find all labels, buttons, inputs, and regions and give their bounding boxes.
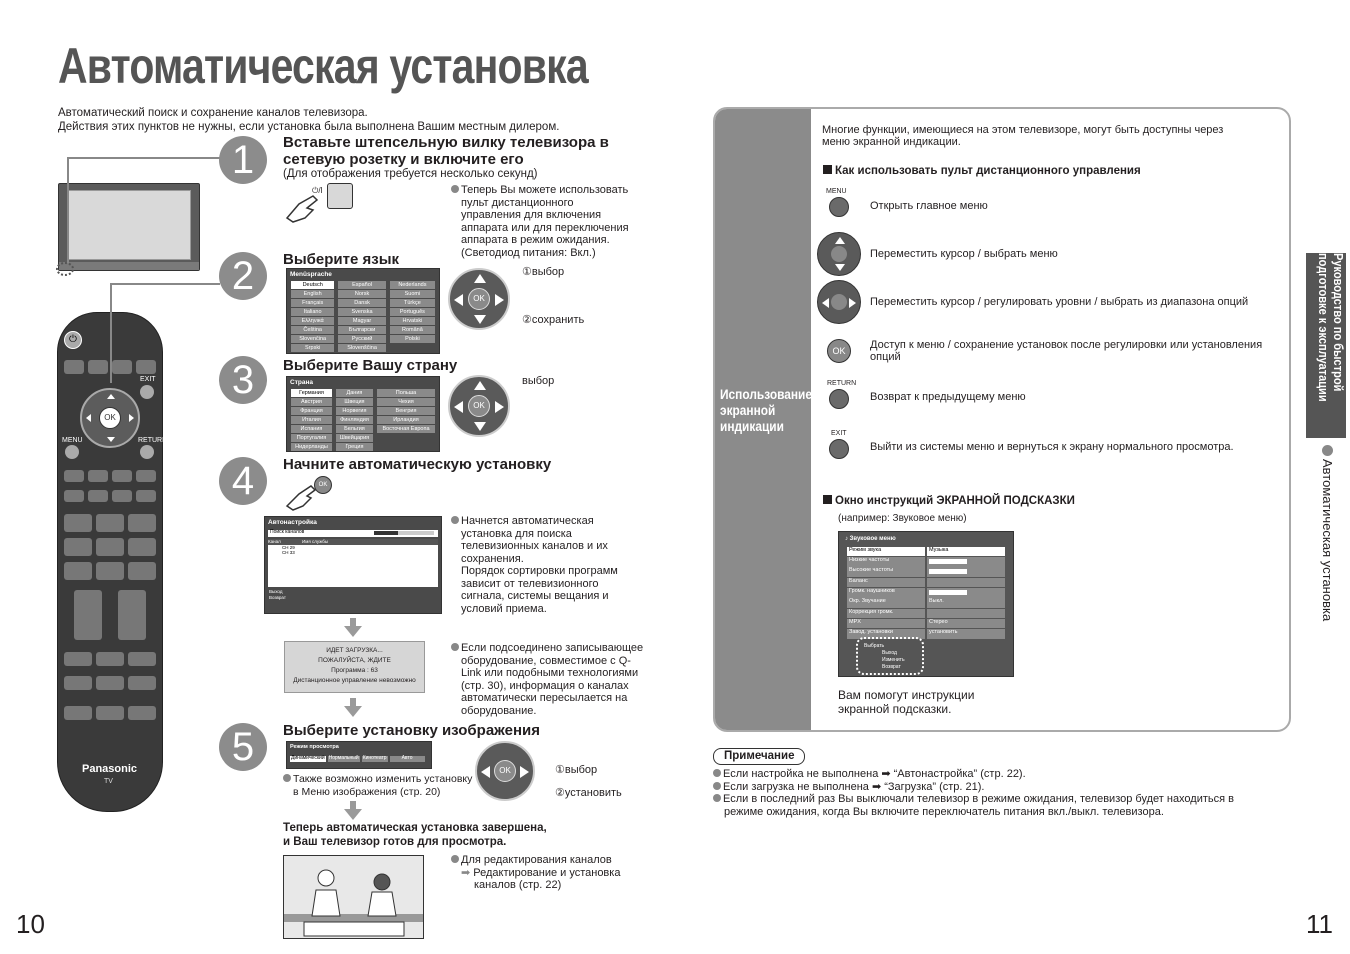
language-option[interactable]: Português <box>390 308 435 316</box>
panel-side-label: Использование экранной индикации <box>720 386 812 434</box>
remote-key[interactable] <box>64 470 84 482</box>
language-option[interactable]: Español <box>338 281 385 289</box>
ok-icon: OK <box>494 760 516 782</box>
step-5-note: Также возможно изменить установку в Меню изображения (стр. 20) <box>283 773 472 798</box>
remote-key[interactable] <box>96 538 124 556</box>
country-option[interactable]: Нидерланды <box>291 443 332 451</box>
country-option[interactable]: Норвегия <box>336 407 373 415</box>
progress-bar <box>374 531 434 535</box>
country-menu-osd: Страна Германия Дания Польша Австрия Швеция Чехия Франция Норвегия Венгрия Италия Финляндия Ирландия Испания Бельгия Восточная Европа Португалия Швейцария Нидерланды Греция <box>286 376 440 452</box>
language-option[interactable]: Nederlands <box>390 281 435 289</box>
help-caption: Вам помогут инструкции экранной подсказки. <box>838 688 975 716</box>
intro-text: Автоматический поиск и сохранение каналов телевизора. Действия этих пунктов не нужны, если установка была выполнена Вашим местным дилером. <box>58 107 560 133</box>
remote-key[interactable] <box>96 562 124 580</box>
remote-key[interactable] <box>128 538 156 556</box>
remote-key[interactable] <box>64 562 92 580</box>
remote-tv-label: TV <box>104 778 113 785</box>
sound-row[interactable]: MPX Стерео <box>847 619 1005 629</box>
remote-key[interactable] <box>128 562 156 580</box>
language-option[interactable]: Čeština <box>291 326 334 334</box>
country-option[interactable]: Чехия <box>377 398 435 406</box>
sound-row[interactable]: Коррекция громк. <box>847 609 1005 619</box>
exit-description: Выйти из системы меню и вернуться к экрану нормального просмотра. <box>870 441 1234 453</box>
arrow-right-icon <box>495 401 504 413</box>
step-1-heading: Вставьте штепсельную вилку телевизора в сетевую розетку и включите его <box>283 134 609 168</box>
arrow-left-icon <box>454 401 463 413</box>
language-option[interactable]: Deutsch <box>291 281 334 289</box>
sound-row[interactable]: Высокие частоты <box>847 567 1005 577</box>
remote-key[interactable] <box>128 514 156 532</box>
sound-row[interactable]: Завод. установки установить <box>847 629 1005 639</box>
edit-note: Для редактирования каналов ➡ Редактирование и установка каналов (стр. 22) <box>451 854 620 892</box>
power-button[interactable]: ⏻ <box>64 331 82 349</box>
step-3-nav-pad[interactable] <box>448 375 510 437</box>
language-option[interactable]: Română <box>390 326 435 334</box>
language-option[interactable]: Svenska <box>338 308 385 316</box>
arrow-right-icon <box>495 294 504 306</box>
sound-row[interactable]: Режим звука Музыка <box>847 547 1005 557</box>
language-option[interactable]: Türkçe <box>390 299 435 307</box>
sound-rows <box>839 547 1013 639</box>
viewing-mode-option[interactable]: Динамический <box>291 755 325 762</box>
sound-row[interactable]: Громк. наушников <box>847 588 1005 598</box>
page-number-right: 11 <box>1306 909 1333 939</box>
remote-key[interactable] <box>128 706 156 720</box>
viewing-mode-option[interactable]: Кинотеатр <box>362 755 387 762</box>
country-option[interactable]: Восточная Европа <box>377 425 435 433</box>
remote-key[interactable] <box>64 652 92 666</box>
remote-key[interactable] <box>136 470 156 482</box>
step-4-number: 4 <box>219 457 267 505</box>
country-option[interactable]: Дания <box>336 389 373 397</box>
remote-key[interactable] <box>64 490 84 502</box>
step-5-nav-pad[interactable] <box>475 741 535 801</box>
remote-key[interactable] <box>64 538 92 556</box>
help-hint-box: Выбрать Выход Изменить Возврат <box>856 637 924 675</box>
remote-key[interactable] <box>88 470 108 482</box>
exit-label: EXIT <box>140 376 156 383</box>
step-3-number: 3 <box>219 356 267 404</box>
final-text: Теперь автоматическая установка завершена, и Ваш телевизор готов для просмотра. <box>283 822 547 848</box>
power-switch-label: ⏻/I <box>312 186 323 195</box>
nav-updown-icon <box>817 232 861 276</box>
remote-key[interactable] <box>112 360 132 374</box>
language-option[interactable]: Dansk <box>338 299 385 307</box>
arrow-right-icon <box>129 414 134 422</box>
return-key-label: RETURN <box>827 380 857 387</box>
country-option[interactable]: Венгрия <box>377 407 435 415</box>
flow-arrow-icon <box>344 801 362 820</box>
music-note-icon: ♪ <box>845 536 850 542</box>
volume-rocker[interactable] <box>74 590 102 640</box>
language-option[interactable]: Русский <box>338 335 385 343</box>
return-label: RETURN <box>138 437 168 444</box>
guide-side-tab-text: Руководство по быстрой подготовке к эксплуатации <box>1316 253 1346 402</box>
remote-key[interactable] <box>96 652 124 666</box>
callout-line <box>67 157 220 159</box>
country-option[interactable]: Германия <box>291 389 332 397</box>
menu-description: Открыть главное меню <box>870 200 988 212</box>
flow-arrow-icon <box>344 618 362 637</box>
loading-box: ИДЕТ ЗАГРУЗКА... ПОЖАЛУЙСТА, ЖДИТЕ Программа : 63 Дистанционное управление невозможно <box>284 641 425 693</box>
remote-usage-heading: Как использовать пульт дистанционного управления <box>823 165 1141 178</box>
country-option[interactable]: Ирландия <box>377 416 435 424</box>
language-option[interactable]: Suomi <box>390 290 435 298</box>
remote-key[interactable] <box>96 676 124 690</box>
country-option[interactable]: Польша <box>377 389 435 397</box>
language-grid <box>287 280 439 353</box>
arrow-left-icon <box>86 414 91 422</box>
arrow-left-icon <box>481 766 490 778</box>
page-number-left: 10 <box>16 909 45 939</box>
step-1-subtext: (Для отображения требуется несколько секунд) <box>283 168 538 180</box>
arrow-down-icon <box>474 315 486 324</box>
arrow-up-icon <box>107 394 115 399</box>
step-5-heading: Выберите установку изображения <box>283 722 540 739</box>
circle-bullet-icon <box>1322 445 1333 456</box>
remote-key[interactable] <box>88 360 108 374</box>
exit-button[interactable] <box>140 385 154 399</box>
arrow-up-icon <box>474 274 486 283</box>
arrow-down-icon <box>474 422 486 431</box>
country-option[interactable]: Австрия <box>291 398 332 406</box>
remote-key[interactable] <box>96 706 124 720</box>
ok-button-icon: OK <box>827 339 851 363</box>
language-option[interactable]: Hrvatski <box>390 317 435 325</box>
channel-table: Канал Имя службы CH 29 CH 33 <box>268 539 438 587</box>
remote-nav-pad[interactable] <box>80 388 140 448</box>
people-illustration <box>283 855 424 939</box>
step-2-select-label: ①выбор <box>522 266 565 278</box>
search-progress-row: Поиск каналов <box>268 530 438 537</box>
country-grid <box>287 388 439 452</box>
panel-intro: Многие функции, имеющиеся на этом телевизоре, могут быть доступны через меню экранной индикации. <box>822 124 1224 148</box>
language-option[interactable]: Italiano <box>291 308 334 316</box>
note-heading: Примечание <box>713 748 805 765</box>
page-title: Автоматическая установка <box>58 38 588 94</box>
language-option[interactable]: English <box>291 290 334 298</box>
exit-hint: Выход <box>269 589 283 595</box>
remote-key[interactable] <box>136 490 156 502</box>
viewing-mode-option[interactable]: Авто <box>390 756 425 762</box>
remote-ok-button[interactable]: OK <box>99 407 121 429</box>
country-option[interactable]: Швейцария <box>336 434 373 442</box>
flow-arrow-icon <box>344 698 362 717</box>
section-side-label: Автоматическая установка <box>1319 445 1334 621</box>
power-switch-button[interactable] <box>327 183 353 209</box>
language-option[interactable]: Srpski <box>291 344 334 352</box>
language-option[interactable]: Norsk <box>338 290 385 298</box>
sound-row[interactable]: Низкие частоты <box>847 557 1005 567</box>
exit-button-icon <box>829 439 849 459</box>
step-2-number: 2 <box>219 252 267 300</box>
language-menu-osd: Menüsprache Deutsch Español Nederlands English Norsk Suomi Français Dansk Türkçe Italiano Svenska Português Ελληνικά Magyar Hrvatski Čeština Български Română Slovenčina Русский Polski Srpski Slovenščina <box>286 268 440 354</box>
language-option[interactable]: Ελληνικά <box>291 317 334 325</box>
remote-keypad <box>64 470 156 720</box>
step-2-heading: Выберите язык <box>283 251 400 268</box>
notes-list: Если настройка не выполнена ➡ “Автонастройка” (стр. 22). Если загрузка не выполнена ➡ “Загрузка” (стр. 21). Если в последний раз Вы выключали телевизор в режиме ожидания, телевизор будет находиться в режиме ожидания, когда Вы включите переключатель питания вкл./выкл. телевизора. <box>713 768 1234 818</box>
remote-key[interactable] <box>64 706 92 720</box>
sound-menu-osd: ♪ Звуковое меню Режим звука Музыка Низкие частоты Высокие частоты Баланс Громк. наушников Окр. Звучание Выкл. Коррекция громк. MPX Стерео Завод. установки установить <box>838 531 1014 677</box>
menu-button-icon <box>829 197 849 217</box>
remote-key[interactable] <box>128 652 156 666</box>
arrow-down-icon <box>107 437 115 442</box>
country-option[interactable]: Португалия <box>291 434 332 442</box>
country-option[interactable]: Финляндия <box>336 416 373 424</box>
remote-key[interactable] <box>64 676 92 690</box>
ok-button[interactable]: OK <box>314 476 332 494</box>
return-hint: Возврат <box>269 594 286 600</box>
country-option[interactable]: Испания <box>291 425 332 433</box>
remote-key[interactable] <box>128 676 156 690</box>
ok-icon: OK <box>468 395 490 417</box>
step-4-note: Начнется автоматическая установка для поиска телевизионных каналов и их сохранения. Порядок сортировки программ зависит от телевизионного сигнала, системы вещания и условий приема. <box>451 515 618 615</box>
square-bullet-icon <box>823 495 832 504</box>
load-note: Если подсоединено записывающее оборудование, совместимое с Q- Link или подобными технологиями (стр. 30), информация о каналах автоматически пересылается на оборудование. <box>451 642 643 717</box>
sound-row[interactable]: Баланс <box>847 578 1005 588</box>
language-option[interactable]: Français <box>291 299 334 307</box>
language-option[interactable]: Polski <box>390 335 435 343</box>
country-option[interactable]: Италия <box>291 416 332 424</box>
step-5-number: 5 <box>219 723 267 771</box>
help-window-heading: Окно инструкций ЭКРАННОЙ ПОДСКАЗКИ <box>823 495 1075 508</box>
arrow-right-icon: ➡ <box>461 866 474 879</box>
remote-key[interactable] <box>64 514 92 532</box>
power-led-marker <box>56 262 74 276</box>
remote-button-row <box>64 360 156 374</box>
return-description: Возврат к предыдущему меню <box>870 391 1026 403</box>
language-option[interactable]: Български <box>338 326 385 334</box>
callout-line <box>67 157 69 263</box>
autotune-osd: Автонастройка Поиск каналов Канал Имя службы CH 29 CH 33 Выход Возврат <box>264 516 442 614</box>
step-1-number: 1 <box>219 136 267 184</box>
language-option[interactable]: Magyar <box>338 317 385 325</box>
menu-key-label: MENU <box>826 188 847 195</box>
ok-icon: OK <box>468 288 490 310</box>
tv-illustration <box>58 183 200 271</box>
step-5-select-label: ①выбор <box>555 764 598 776</box>
step-5-set-label: ②установить <box>555 787 622 799</box>
country-option[interactable]: Франция <box>291 407 332 415</box>
country-option[interactable]: Греция <box>336 443 373 451</box>
remote-key[interactable] <box>88 490 108 502</box>
step-2-save-label: ②сохранить <box>522 314 585 326</box>
help-example: (например: Звуковое меню) <box>838 513 967 524</box>
remote-brand: Panasonic <box>82 763 138 775</box>
remote-key[interactable] <box>136 360 156 374</box>
country-option[interactable]: Швеция <box>336 398 373 406</box>
language-option[interactable]: Slovenščina <box>338 344 385 352</box>
square-bullet-icon <box>823 165 832 174</box>
return-button[interactable] <box>140 445 154 459</box>
return-button-icon <box>829 389 849 409</box>
viewing-mode-osd: Режим просмотра Динамический Нормальный Кинотеатр Авто <box>286 741 432 769</box>
step-2-nav-pad[interactable] <box>448 268 510 330</box>
nav-updown-description: Переместить курсор / выбрать меню <box>870 248 1058 260</box>
remote-key[interactable] <box>96 514 124 532</box>
remote-key[interactable] <box>112 490 132 502</box>
nav-leftright-icon <box>817 280 861 324</box>
arrow-right-icon <box>520 766 529 778</box>
channel-rocker[interactable] <box>118 590 146 640</box>
step-3-heading: Выберите Вашу страну <box>283 357 458 374</box>
exit-key-label: EXIT <box>831 430 847 437</box>
remote-key[interactable] <box>64 360 84 374</box>
arrow-left-icon <box>454 294 463 306</box>
step-3-select-label: выбор <box>522 375 555 387</box>
viewing-mode-option[interactable]: Нормальный <box>328 755 359 762</box>
country-option[interactable]: Бельгия <box>336 425 373 433</box>
ok-description: Доступ к меню / сохранение установок после регулировки или установления опций <box>870 339 1263 363</box>
language-option[interactable]: Slovenčina <box>291 335 334 343</box>
sound-row[interactable]: Окр. Звучание Выкл. <box>847 598 1005 608</box>
step-1-note: Теперь Вы можете использовать пульт дистанционного управления для включения аппарата или для переключения аппарата в режим ожидания. (Светодиод питания: Вкл.) <box>451 184 629 259</box>
nav-leftright-description: Переместить курсор / регулировать уровни / выбрать из диапазона опций <box>870 296 1249 308</box>
arrow-up-icon <box>474 381 486 390</box>
menu-label: MENU <box>62 437 83 444</box>
remote-key[interactable] <box>112 470 132 482</box>
menu-button[interactable] <box>65 445 79 459</box>
callout-line <box>110 283 220 285</box>
step-4-heading: Начните автоматическую установку <box>283 456 552 473</box>
